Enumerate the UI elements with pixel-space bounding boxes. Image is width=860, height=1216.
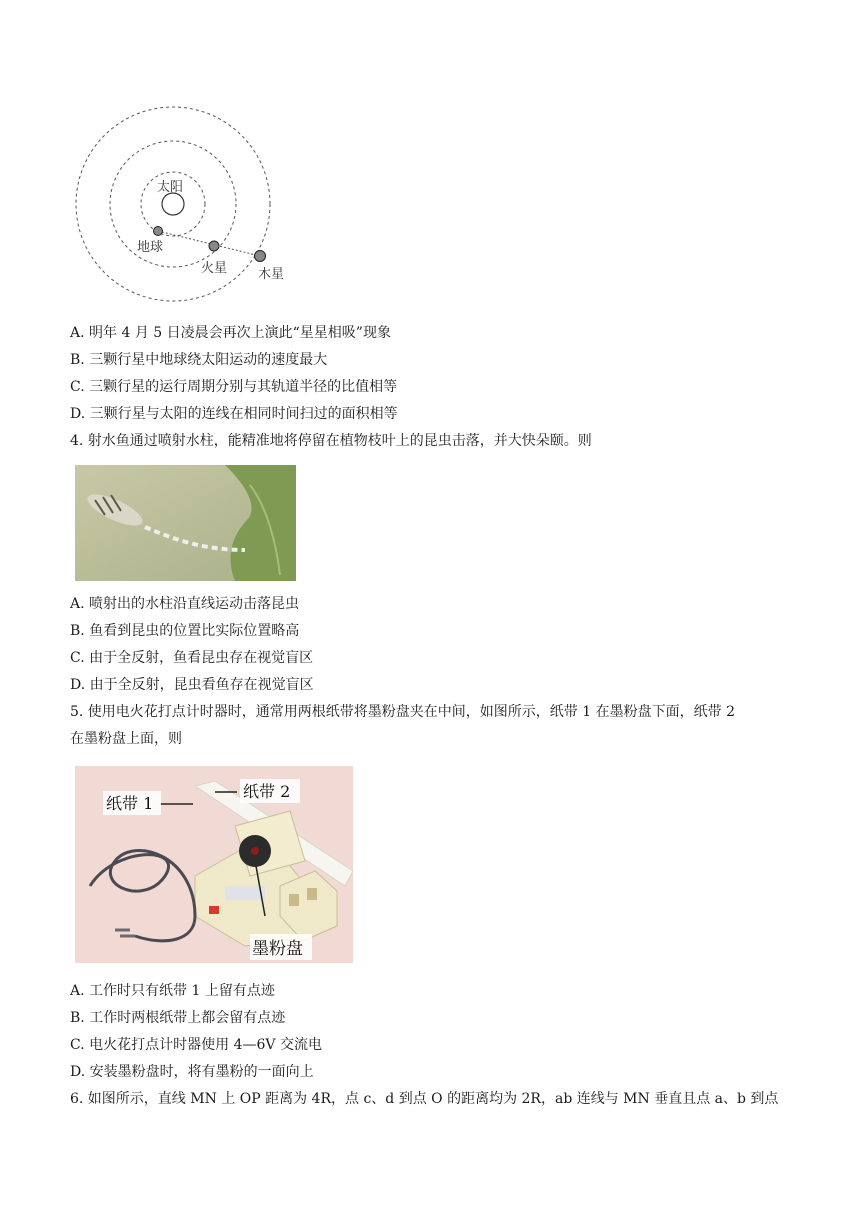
q4-option-c: C. 由于全反射，鱼看昆虫存在视觉盲区	[70, 650, 314, 666]
archerfish-photo	[75, 465, 296, 581]
jupiter-planet	[255, 251, 266, 262]
tape2-label: 纸带 2	[243, 782, 291, 801]
q3-option-b: B. 三颗行星中地球绕太阳运动的速度最大	[70, 352, 328, 368]
mars-planet	[209, 241, 219, 251]
jupiter-label: 木星	[258, 267, 285, 282]
mars-label: 火星	[201, 261, 228, 276]
q5-option-a: A. 工作时只有纸带 1 上留有点迹	[70, 983, 275, 999]
q3-option-d: D. 三颗行星与太阳的连线在相同时间扫过的面积相等	[70, 406, 398, 422]
spark-timer-photo	[75, 766, 353, 963]
q4-stem: 4. 射水鱼通过喷射水柱，能精准地将停留在植物枝叶上的昆虫击落，并大快朵颐。则	[70, 433, 592, 449]
q5-stem-line1: 5. 使用电火花打点计时器时，通常用两根纸带将墨粉盘夹在中间，如图所示，纸带 1 在墨粉盘下面，纸带 2	[70, 704, 735, 720]
tape1-label: 纸带 1	[106, 794, 154, 813]
alignment-line	[158, 231, 260, 256]
q4-option-a: A. 喷射出的水柱沿直线运动击落昆虫	[70, 596, 300, 612]
q4-option-d: D. 由于全反射，昆虫看鱼存在视觉盲区	[70, 677, 314, 693]
q4-option-b: B. 鱼看到昆虫的位置比实际位置略高	[70, 623, 300, 639]
q3-option-c: C. 三颗行星的运行周期分别与其轨道半径的比值相等	[70, 379, 398, 395]
q6-stem: 6. 如图所示，直线 MN 上 OP 距离为 4R，点 c、d 到点 O 的距离均为 2R，ab 连线与 MN 垂直且点 a、b 到点	[70, 1091, 779, 1107]
earth-planet	[154, 227, 163, 236]
power-switch	[209, 906, 219, 914]
q3-option-a: A. 明年 4 月 5 日凌晨会再次上演此“星星相吸”现象	[70, 325, 391, 341]
q5-option-b: B. 工作时两根纸带上都会留有点迹	[70, 1010, 286, 1026]
planet-orbit-figure	[70, 88, 285, 308]
sun-label: 太阳	[157, 180, 184, 195]
q5-option-d: D. 安装墨粉盘时，将有墨粉的一面向上	[70, 1064, 314, 1080]
disc-label: 墨粉盘	[252, 939, 303, 959]
q5-stem-line2: 在墨粉盘上面，则	[70, 731, 182, 747]
earth-label: 地球	[137, 240, 164, 255]
sun	[162, 193, 184, 215]
q5-option-c: C. 电火花打点计时器使用 4—6V 交流电	[70, 1037, 322, 1053]
